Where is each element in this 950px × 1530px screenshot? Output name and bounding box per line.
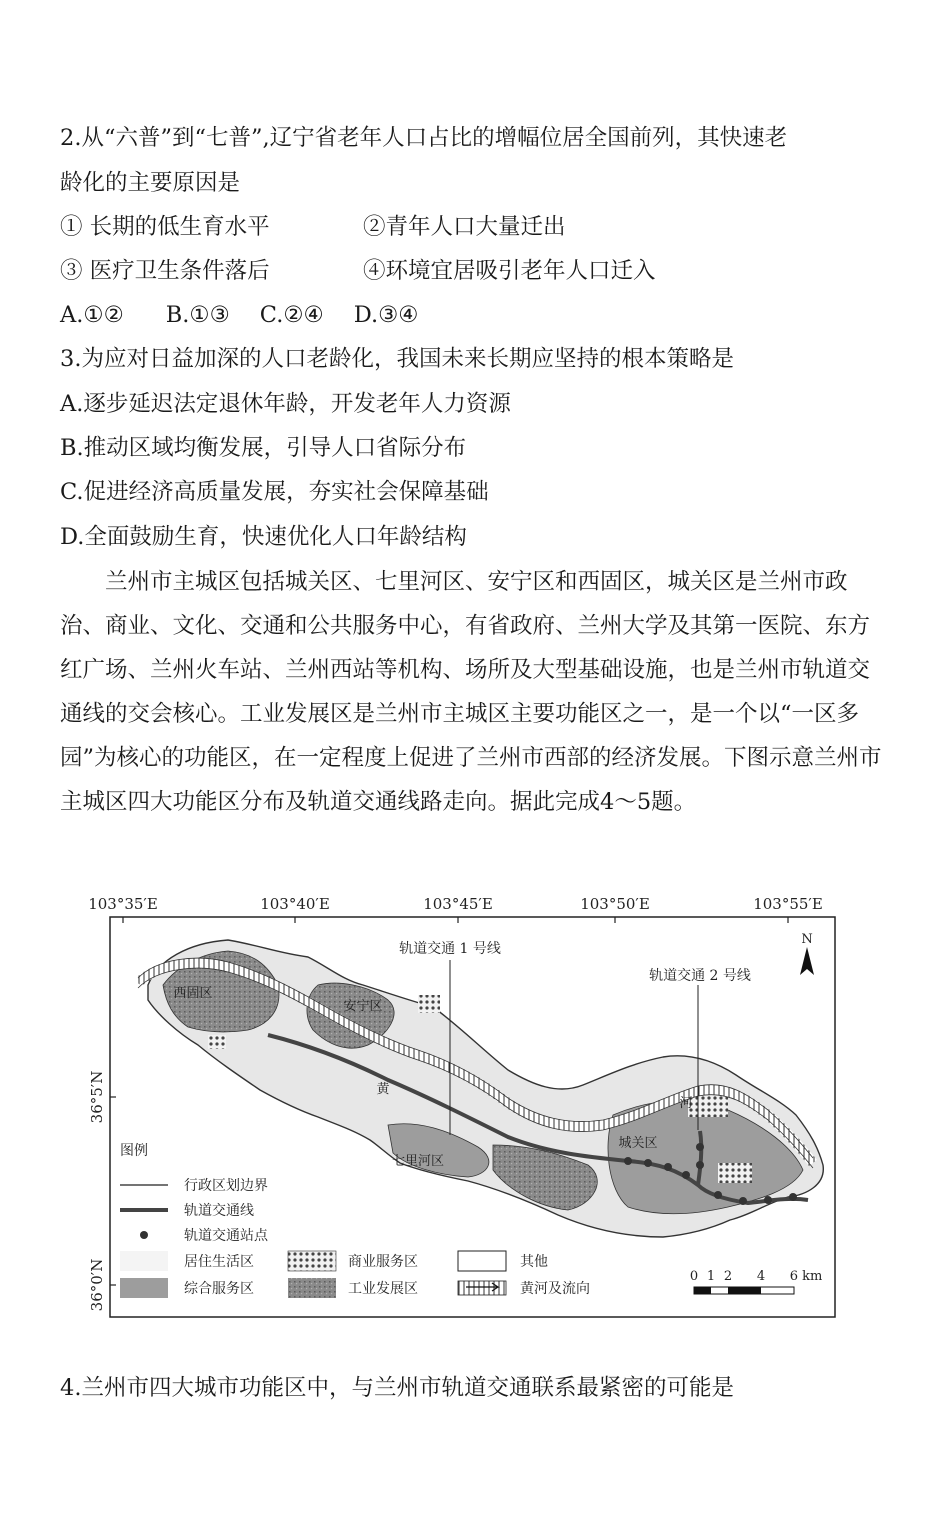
legend-river: 黄河及流向: [520, 1281, 590, 1297]
q3-option-c: C.促进经济高质量发展，夯实社会保障基础: [60, 479, 489, 505]
scale-label-4: 4: [756, 1269, 766, 1284]
scale-label-6: 6 km: [789, 1269, 823, 1284]
scale-label-2: 2: [723, 1269, 733, 1284]
lanzhou-function-zone-map: [88, 885, 848, 1325]
q2-option-4: ④环境宜居吸引老年人口迁入: [363, 258, 656, 284]
q2-options-row1: [60, 212, 566, 242]
line2-label: 轨道交通 2 号线: [649, 968, 751, 984]
legend-industrial: 工业发展区: [348, 1281, 418, 1297]
q2-choice-a: A.①②: [60, 302, 124, 328]
river-label-1: 黄: [376, 1082, 390, 1097]
commercial-block-1: [418, 995, 440, 1013]
q2-choice-c: C.②④: [259, 302, 324, 328]
q2-option-3: ③ 医疗卫生条件落后: [60, 258, 270, 284]
lon-tick-3: 103°45′E: [423, 895, 493, 913]
commercial-block-chengguan: [688, 1095, 728, 1117]
legend-station: 轨道交通站点: [184, 1228, 268, 1244]
q2-choice-d: D.③④: [353, 302, 419, 328]
label-anning: 安宁区: [343, 999, 383, 1014]
line1-label: 轨道交通 1 号线: [399, 941, 501, 957]
q3-option-a: A.逐步延迟法定退休年龄，开发老年人力资源: [60, 391, 511, 417]
label-qilihe: 七里河区: [391, 1154, 445, 1169]
q2-choice-b: B.①③: [165, 302, 230, 328]
q3-option-b: B.推动区域均衡发展，引导人口省际分布: [60, 435, 467, 461]
legend-industrial-swatch: [288, 1278, 336, 1298]
q2-option-2: ②青年人口大量迁出: [363, 214, 566, 240]
commercial-block-2: [208, 1035, 226, 1049]
q2-options-row2: [60, 256, 656, 286]
lon-tick-2: 103°40′E: [260, 895, 330, 913]
q3-stem: 3.为应对日益加深的人口老龄化，我国未来长期应坚持的根本策略是: [60, 346, 734, 372]
scale-label-1: 1: [706, 1269, 716, 1284]
legend-commercial-swatch: [288, 1251, 336, 1271]
q2-stem-line2: 龄化的主要原因是: [60, 170, 241, 196]
reading-passage: 兰州市主城区包括城关区、七里河区、安宁区和西固区，城关区是兰州市政治、商业、文化、交通和公共服务中心，有省政府、兰州大学及其第一医院、东方红广场、兰州火车站、兰州西站等机构、场所及大型基础设施，也是兰州市轨道交通线的交会核心。工业发展区是兰州市主城区主要功能区之一，是一个以“一区多园”为核心的功能区，在一定程度上促进了兰州市西部的经济发展。下图示意兰州市主城区四大功能区分布及轨道交通线路走向。据此完成4～5题。: [60, 569, 882, 815]
legend-other-swatch: [458, 1251, 506, 1271]
river-label-2: 河: [679, 1096, 693, 1111]
legend-station-swatch: [140, 1231, 148, 1239]
lon-tick-4: 103°50′E: [580, 895, 650, 913]
legend-residential: 居住生活区: [184, 1254, 254, 1270]
legend-river-swatch: [458, 1281, 506, 1295]
label-xigu: 西固区: [173, 986, 213, 1001]
legend-other: 其他: [520, 1254, 548, 1270]
legend-residential-swatch: [120, 1251, 168, 1271]
legend-commercial: 商业服务区: [348, 1254, 418, 1270]
lon-tick-1: 103°35′E: [88, 895, 158, 913]
q2-option-1: ① 长期的低生育水平: [60, 214, 270, 240]
lat-tick-1: 36°5′N: [88, 1070, 106, 1124]
q4-stem: 4.兰州市四大城市功能区中，与兰州市轨道交通联系最紧密的可能是: [60, 1375, 734, 1401]
commercial-block-chengguan-2: [718, 1163, 752, 1183]
q2-choices: [60, 300, 448, 330]
q2-stem-line1: 2.从“六普”到“七普”,辽宁省老年人口占比的增幅位居全国前列，其快速老: [60, 125, 788, 151]
lon-tick-5: 103°55′E: [753, 895, 823, 913]
lat-tick-2: 36°0′N: [88, 1258, 106, 1312]
q3-option-d: D.全面鼓励生育，快速优化人口年龄结构: [60, 524, 467, 550]
legend-boundary: 行政区划边界: [184, 1178, 268, 1194]
label-chengguan: 城关区: [618, 1136, 658, 1151]
legend-comprehensive: 综合服务区: [184, 1281, 254, 1297]
legend-rail: 轨道交通线: [184, 1203, 254, 1219]
legend-title: 图例: [120, 1143, 148, 1159]
scale-label-0: 0: [689, 1269, 699, 1284]
legend-comprehensive-swatch: [120, 1278, 168, 1298]
north-label: N: [801, 932, 813, 947]
